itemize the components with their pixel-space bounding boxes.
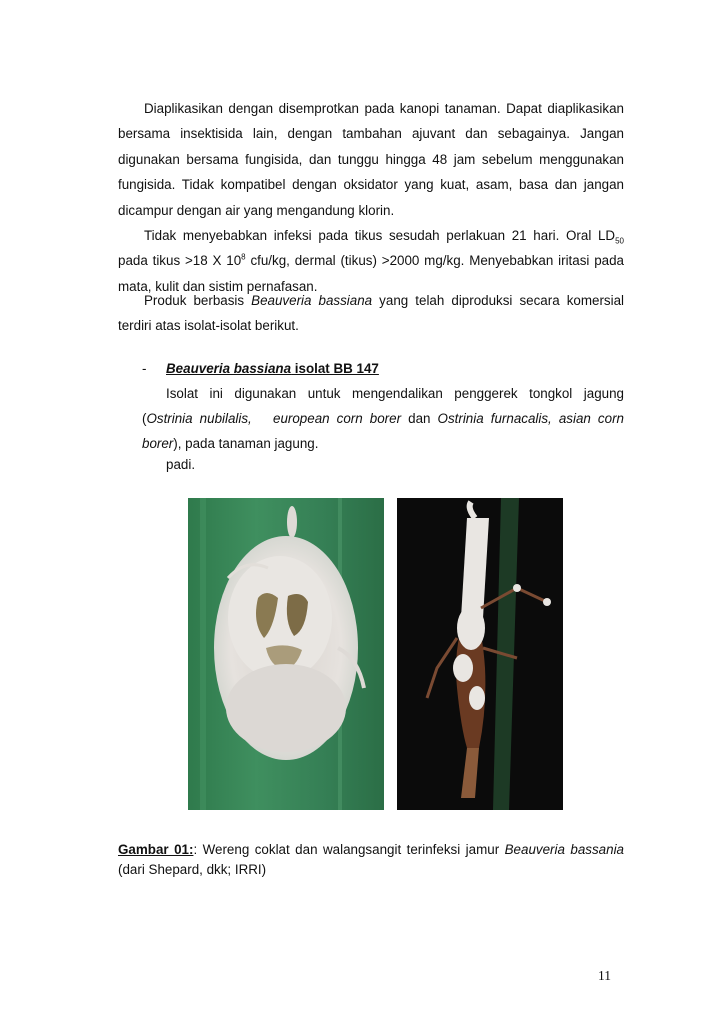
conjunction: dan [408,411,431,426]
paragraph-line: dicampur dengan air yang mengandung klorin. [118,202,395,218]
page-number: 11 [598,968,611,983]
species-name: Beauveria bassiana [251,293,373,308]
products-text: Produk berbasis [144,293,252,308]
ld-subscript: 50 [615,236,624,246]
dose-text: pada tikus >18 X 10 [118,253,242,269]
paragraph-line: Diaplikasikan dengan disemprotkan pada kanopi tanaman. Dapat diaplikasikan [144,101,624,116]
bullet-species: Beauveria bassiana [166,361,292,376]
bullet-line-rest: ), pada tanaman jagung. [173,436,319,451]
paragraph-line: digunakan bersama fungisida, dan tunggu hingga 48 jam sebelum menggunakan [118,151,624,167]
common-name: european corn borer [273,411,402,426]
bullet-title [166,356,379,381]
bullet-line [142,406,624,431]
photo-rice-bug [397,498,563,810]
paragraph-application [118,96,624,223]
common-name: borer [142,436,174,451]
species-name: Ostrinia furnacalis, asian corn [437,411,624,426]
paragraph-line: bersama insektisida lain, dengan tambahan ajuvant dan sebagainya. Jangan [118,126,624,142]
paragraph-line [118,248,624,273]
caption-text: : Wereng coklat dan walangsangit terinfeksi jamur [193,842,505,857]
bullet-line: Isolat ini digunakan untuk mengendalikan penggerek tongkol jagung [166,386,624,401]
dose-text-rest: cfu/kg, dermal (tikus) >2000 mg/kg. Menyebabkan iritasi pada [245,253,624,269]
rice-bug-image [397,498,563,810]
figure-caption [118,840,624,880]
paragraph-line: mata, kulit dan sistim pernafasan. [118,278,318,294]
paragraph-line: terdiri atas isolat-isolat berikut. [118,318,299,334]
toxicity-text: Tidak menyebabkan infeksi pada tikus sesudah perlakuan 21 hari. Oral LD [144,228,616,243]
species-name: Ostrinia nubilalis, [146,411,252,426]
paragraph-line [118,288,624,313]
bullet-line: padi. [166,457,196,472]
paren-open: ( [142,411,147,426]
bullet-isolate: isolat BB 147 [291,361,379,376]
products-text-rest: yang telah diproduksi secara komersial [372,293,624,308]
caption-line: (dari Shepard, dkk; IRRI) [118,862,267,877]
photo-brown-planthopper [188,498,384,810]
caption-line [118,840,624,860]
caption-label: Gambar 01: [118,842,194,857]
exponent-superscript: 8 [241,252,246,262]
planthopper-image [188,498,384,810]
species-name: Beauveria bassania [504,842,624,857]
paragraph-line: fungisida. Tidak kompatibel dengan oksidator yang kuat, asam, basa dan jangan [118,177,624,193]
paragraph-line [118,223,624,248]
paragraph-products [118,288,624,339]
bullet-dash: - [142,361,147,376]
